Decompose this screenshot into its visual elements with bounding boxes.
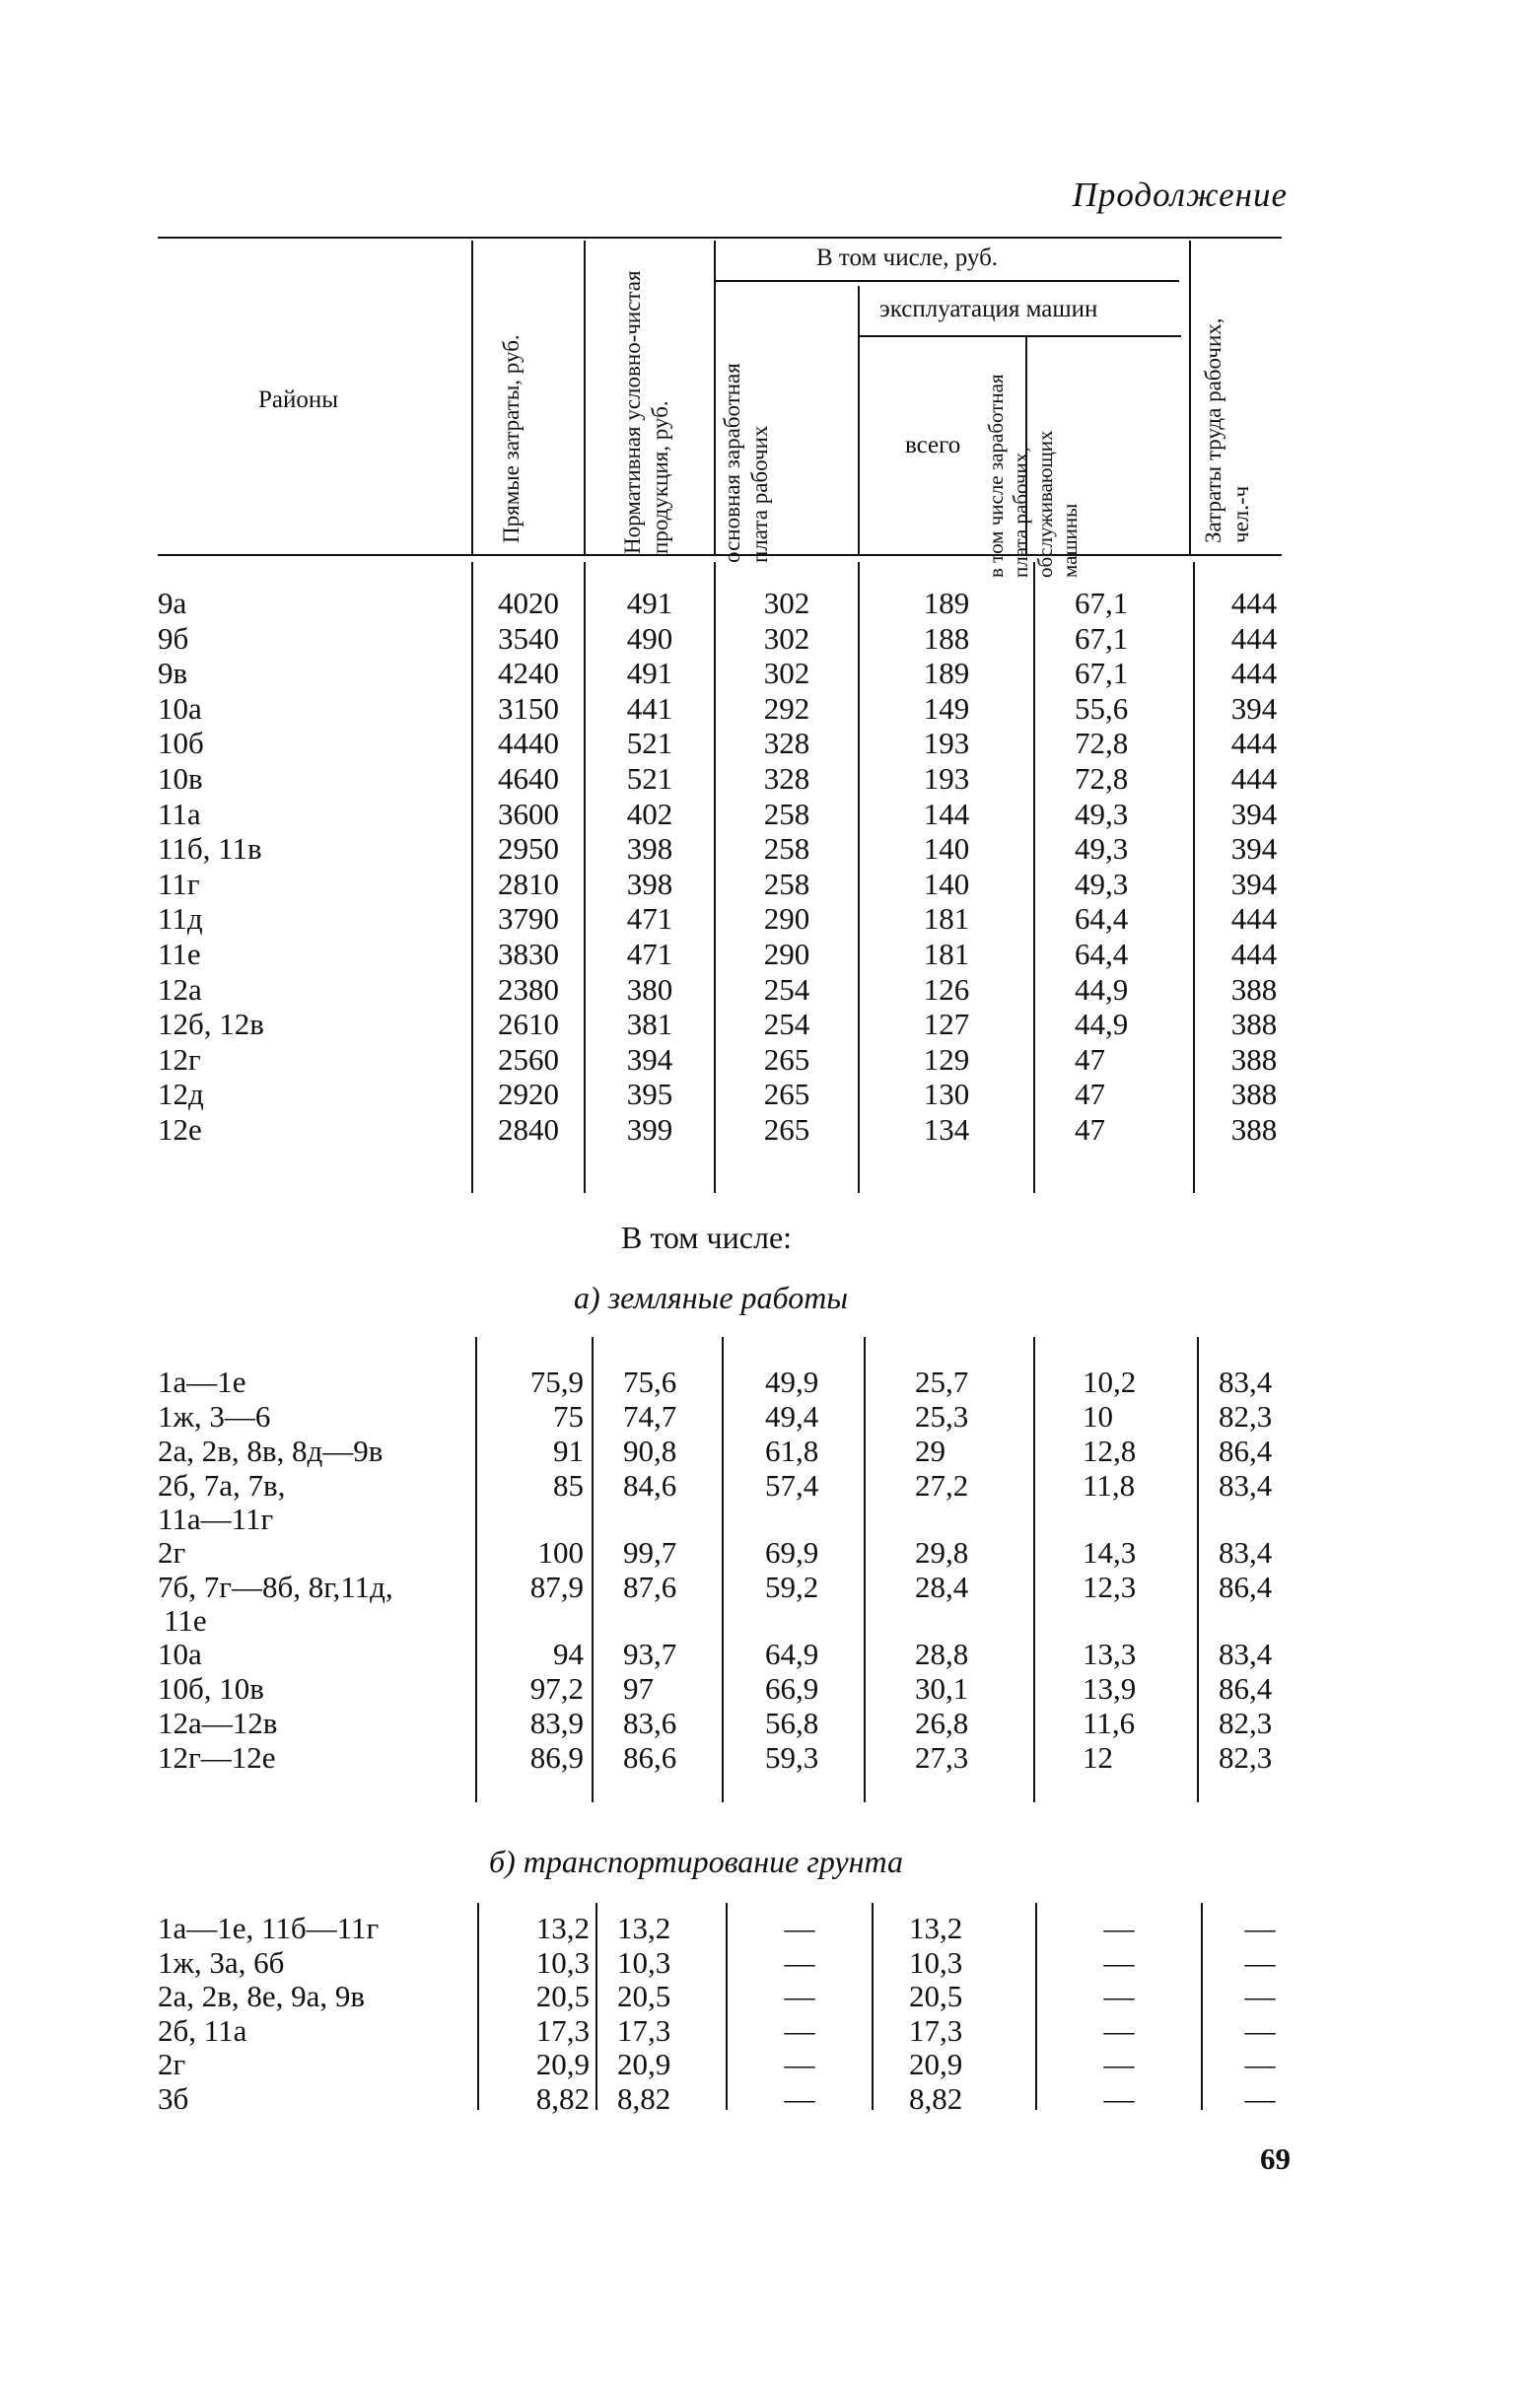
value-cell: 75,6	[623, 1365, 677, 1399]
value-cell: 26,8	[915, 1706, 969, 1740]
region-cell: 2б, 11а	[158, 2012, 247, 2048]
value-cell: 12,3	[1083, 1570, 1137, 1604]
table-top-rule	[158, 237, 1282, 239]
value-cell: 10,3	[909, 1944, 963, 1980]
value-cell: 444	[1230, 620, 1278, 656]
value-cell: 44,9	[1075, 971, 1129, 1007]
transport-divider-4	[872, 1903, 874, 2110]
value-cell: 265	[763, 1077, 810, 1112]
value-cell: 20,9	[617, 2047, 671, 2082]
region-cell: 12г—12е	[158, 1740, 276, 1775]
value-cell: 20,5	[617, 1979, 671, 2014]
value-cell: 471	[626, 937, 673, 971]
header-direct-costs: Прямые затраты, руб.	[499, 334, 524, 543]
value-cell: 75,9	[529, 1365, 584, 1399]
region-cell: 11д	[158, 901, 203, 937]
value-cell: 86,9	[529, 1740, 584, 1775]
header-including-wages-service: в том числе заработная плата рабочих, обслуживающих машины	[984, 374, 1082, 578]
value-cell: 84,6	[623, 1468, 677, 1503]
header-divider-1	[471, 241, 473, 554]
region-cell: 10в	[158, 761, 203, 796]
value-cell: 126	[923, 971, 970, 1007]
value-cell: 258	[763, 866, 810, 901]
value-cell: 66,9	[765, 1671, 819, 1706]
value-cell: 83,6	[623, 1706, 677, 1740]
value-cell: 97,2	[529, 1671, 584, 1706]
value-cell: 20,5	[909, 1979, 963, 2014]
value-cell: 254	[763, 1007, 810, 1042]
region-cell: 1ж, 3—6	[158, 1399, 271, 1434]
value-cell: 10,3	[617, 1944, 671, 1980]
value-cell: 388	[1230, 1112, 1278, 1147]
region-cell: 2б, 7а, 7в,	[158, 1468, 286, 1503]
value-cell: 99,7	[623, 1535, 677, 1570]
region-cell: 2а, 2в, 8е, 9а, 9в	[158, 1979, 366, 2014]
region-cell: 3б	[158, 2081, 189, 2116]
value-cell: 47	[1075, 1077, 1105, 1112]
value-cell: 193	[923, 761, 970, 796]
region-cell: 9б	[158, 620, 189, 656]
value-cell: 10,3	[535, 1944, 590, 1980]
value-cell: 11,6	[1083, 1706, 1136, 1740]
header-base-wages: основная заработная плата рабочих	[720, 363, 772, 563]
value-cell: 30,1	[915, 1671, 969, 1706]
value-cell: 8,82	[535, 2081, 590, 2116]
value-cell: —	[1244, 2081, 1276, 2116]
region-cell: 10б	[158, 726, 204, 761]
value-cell: —	[1244, 1911, 1276, 1945]
value-cell: 2610	[498, 1007, 559, 1042]
value-cell: 491	[626, 656, 673, 691]
value-cell: 27,3	[915, 1740, 969, 1775]
value-cell: 380	[626, 971, 673, 1007]
value-cell: 47	[1075, 1041, 1105, 1077]
value-cell: 12	[1083, 1740, 1113, 1775]
value-cell: —	[784, 1911, 815, 1945]
value-cell: 28,8	[915, 1637, 969, 1671]
value-cell: 8,82	[909, 2081, 963, 2116]
value-cell: 28,4	[915, 1570, 969, 1604]
region-cell: 1ж, 3а, 6б	[158, 1944, 285, 1980]
value-cell: 193	[923, 726, 970, 761]
value-cell: 90,8	[623, 1434, 677, 1468]
value-cell: 17,3	[535, 2012, 590, 2048]
value-cell: 61,8	[765, 1434, 819, 1468]
value-cell: 290	[763, 901, 810, 937]
value-cell: 11,8	[1083, 1468, 1136, 1503]
region-cell: 11а—11г	[158, 1502, 274, 1536]
value-cell: 64,9	[765, 1637, 819, 1671]
region-cell: 2г	[158, 2047, 186, 2082]
value-cell: —	[1244, 2047, 1276, 2082]
value-cell: 75	[553, 1399, 584, 1434]
value-cell: 64,4	[1075, 937, 1129, 971]
value-cell: 388	[1230, 1041, 1278, 1077]
value-cell: 86,4	[1219, 1570, 1273, 1604]
region-cell: 12а—12в	[158, 1706, 278, 1740]
value-cell: 49,3	[1075, 796, 1129, 831]
value-cell: 444	[1230, 901, 1278, 937]
value-cell: 64,4	[1075, 901, 1129, 937]
value-cell: 83,4	[1219, 1535, 1273, 1570]
value-cell: 290	[763, 937, 810, 971]
value-cell: 398	[626, 866, 673, 901]
value-cell: 91	[553, 1434, 584, 1468]
value-cell: 82,3	[1219, 1740, 1273, 1775]
value-cell: 2810	[498, 866, 559, 901]
value-cell: 399	[626, 1112, 673, 1147]
value-cell: 83,4	[1219, 1468, 1273, 1503]
region-cell: 9в	[158, 656, 188, 691]
value-cell: 3830	[498, 937, 559, 971]
body-divider-5	[1033, 562, 1035, 1193]
caption-earthworks: а) земляные работы	[574, 1280, 848, 1315]
value-cell: 20,5	[535, 1979, 590, 2014]
caption-including: В том числе:	[621, 1220, 793, 1255]
value-cell: 328	[763, 761, 810, 796]
value-cell: 87,9	[529, 1570, 584, 1604]
value-cell: 49,4	[765, 1399, 819, 1434]
value-cell: 444	[1230, 761, 1278, 796]
header-machine-operation: эксплуатация машин	[879, 296, 1098, 322]
value-cell: 181	[923, 937, 970, 971]
value-cell: 17,3	[617, 2012, 671, 2048]
value-cell: 13,3	[1083, 1637, 1137, 1671]
value-cell: 441	[626, 690, 673, 726]
value-cell: 44,9	[1075, 1007, 1129, 1042]
value-cell: 3540	[498, 620, 559, 656]
header-total: всего	[905, 432, 961, 458]
value-cell: 130	[923, 1077, 970, 1112]
value-cell: 86,4	[1219, 1671, 1273, 1706]
region-cell: 2а, 2в, 8в, 8д—9в	[158, 1434, 384, 1468]
value-cell: 394	[1230, 796, 1278, 831]
value-cell: 134	[923, 1112, 970, 1147]
region-cell: 10а	[158, 1637, 202, 1671]
value-cell: 402	[626, 796, 673, 831]
value-cell: —	[784, 2047, 815, 2082]
value-cell: —	[1103, 2012, 1135, 2048]
value-cell: 444	[1230, 937, 1278, 971]
value-cell: 94	[553, 1637, 584, 1671]
region-cell: 10б, 10в	[158, 1671, 264, 1706]
value-cell: 292	[763, 690, 810, 726]
value-cell: 2920	[498, 1077, 559, 1112]
value-cell: 67,1	[1075, 586, 1129, 620]
value-cell: 144	[923, 796, 970, 831]
value-cell: 93,7	[623, 1637, 677, 1671]
value-cell: 13,2	[909, 1911, 963, 1945]
value-cell: 83,4	[1219, 1637, 1273, 1671]
value-cell: —	[784, 1944, 815, 1980]
value-cell: 59,3	[765, 1740, 819, 1775]
value-cell: 72,8	[1075, 761, 1129, 796]
earthworks-divider-3	[722, 1337, 724, 1802]
region-cell: 12е	[158, 1112, 202, 1147]
machine-group-rule	[860, 335, 1181, 337]
value-cell: 388	[1230, 971, 1278, 1007]
earthworks-divider-6	[1197, 1337, 1199, 1802]
region-cell: 11б, 11в	[158, 831, 262, 867]
value-cell: 394	[1230, 690, 1278, 726]
value-cell: 189	[923, 656, 970, 691]
value-cell: 56,8	[765, 1706, 819, 1740]
transport-divider-1	[477, 1903, 479, 2110]
earthworks-divider-4	[864, 1337, 866, 1802]
value-cell: —	[1103, 1979, 1135, 2014]
value-cell: 188	[923, 620, 970, 656]
value-cell: 83,9	[529, 1706, 584, 1740]
value-cell: 100	[537, 1535, 584, 1570]
value-cell: 67,1	[1075, 656, 1129, 691]
value-cell: 4640	[498, 761, 559, 796]
value-cell: 521	[626, 761, 673, 796]
value-cell: 87,6	[623, 1570, 677, 1604]
header-normative-net-product: Нормативная условно-чистая продукция, руб.	[620, 270, 672, 554]
value-cell: —	[1103, 2047, 1135, 2082]
value-cell: 189	[923, 586, 970, 620]
value-cell: 49,3	[1075, 866, 1129, 901]
header-divider-3	[714, 241, 716, 554]
value-cell: 13,2	[535, 1911, 590, 1945]
region-cell: 10а	[158, 690, 202, 726]
value-cell: —	[1103, 2081, 1135, 2116]
value-cell: 265	[763, 1112, 810, 1147]
region-cell: 12д	[158, 1077, 204, 1112]
value-cell: 20,9	[909, 2047, 963, 2082]
value-cell: 388	[1230, 1007, 1278, 1042]
region-cell: 11г	[158, 866, 200, 901]
value-cell: 4240	[498, 656, 559, 691]
value-cell: 4440	[498, 726, 559, 761]
value-cell: 49,9	[765, 1365, 819, 1399]
value-cell: 302	[763, 620, 810, 656]
value-cell: 129	[923, 1041, 970, 1077]
value-cell: 85	[553, 1468, 584, 1503]
value-cell: 29	[915, 1434, 945, 1468]
value-cell: 258	[763, 796, 810, 831]
value-cell: 398	[626, 831, 673, 867]
value-cell: —	[1103, 1911, 1135, 1945]
value-cell: 388	[1230, 1077, 1278, 1112]
value-cell: 17,3	[909, 2012, 963, 2048]
caption-transport: б) транспортирование грунта	[489, 1844, 904, 1879]
region-cell: 12а	[158, 971, 202, 1007]
header-divider-2	[584, 241, 586, 554]
value-cell: 444	[1230, 586, 1278, 620]
value-cell: 491	[626, 586, 673, 620]
value-cell: 2840	[498, 1112, 559, 1147]
value-cell: 328	[763, 726, 810, 761]
value-cell: 254	[763, 971, 810, 1007]
value-cell: 86,4	[1219, 1434, 1273, 1468]
header-including-group: В том числе, руб.	[816, 245, 999, 271]
value-cell: 2950	[498, 831, 559, 867]
value-cell: —	[1244, 1979, 1276, 2014]
value-cell: —	[1244, 1944, 1276, 1980]
value-cell: 27,2	[915, 1468, 969, 1503]
value-cell: 47	[1075, 1112, 1105, 1147]
header-regions: Районы	[258, 386, 339, 413]
region-cell: 7б, 7г—8б, 8г,11д,	[158, 1570, 393, 1604]
value-cell: 14,3	[1083, 1535, 1137, 1570]
value-cell: 49,3	[1075, 831, 1129, 867]
region-cell: 1а—1е	[158, 1365, 246, 1399]
value-cell: 2380	[498, 971, 559, 1007]
value-cell: 394	[626, 1041, 673, 1077]
value-cell: 149	[923, 690, 970, 726]
value-cell: 394	[1230, 831, 1278, 867]
value-cell: —	[784, 2012, 815, 2048]
region-cell: 11е	[158, 937, 201, 971]
value-cell: 10	[1083, 1399, 1113, 1434]
value-cell: —	[784, 1979, 815, 2014]
value-cell: 3150	[498, 690, 559, 726]
value-cell: 3790	[498, 901, 559, 937]
region-cell: 11а	[158, 796, 201, 831]
value-cell: 140	[923, 831, 970, 867]
region-cell: 9а	[158, 586, 187, 620]
continuation-label: Продолжение	[1072, 175, 1288, 214]
value-cell: 490	[626, 620, 673, 656]
region-cell: 11е	[164, 1603, 207, 1638]
earthworks-divider-5	[1033, 1337, 1035, 1802]
value-cell: 82,3	[1219, 1706, 1273, 1740]
value-cell: —	[1103, 1944, 1135, 1980]
value-cell: 82,3	[1219, 1399, 1273, 1434]
value-cell: 83,4	[1219, 1365, 1273, 1399]
value-cell: 302	[763, 656, 810, 691]
value-cell: 13,9	[1083, 1671, 1137, 1706]
value-cell: 97	[623, 1671, 654, 1706]
value-cell: 127	[923, 1007, 970, 1042]
value-cell: 395	[626, 1077, 673, 1112]
value-cell: 8,82	[617, 2081, 671, 2116]
value-cell: 29,8	[915, 1535, 969, 1570]
header-labor-costs: Затраты труда рабочих, чел.-ч	[1201, 317, 1253, 543]
region-cell: 2г	[158, 1535, 186, 1570]
value-cell: 25,3	[915, 1399, 969, 1434]
value-cell: 20,9	[535, 2047, 590, 2082]
value-cell: 265	[763, 1041, 810, 1077]
value-cell: 302	[763, 586, 810, 620]
value-cell: 55,6	[1075, 690, 1129, 726]
region-cell: 12г	[158, 1041, 201, 1077]
value-cell: 57,4	[765, 1468, 819, 1503]
value-cell: 13,2	[617, 1911, 671, 1945]
page-number: 69	[1260, 2141, 1291, 2176]
including-group-rule	[716, 280, 1179, 282]
value-cell: 86,6	[623, 1740, 677, 1775]
value-cell: 12,8	[1083, 1434, 1137, 1468]
value-cell: 381	[626, 1007, 673, 1042]
value-cell: 3600	[498, 796, 559, 831]
value-cell: 67,1	[1075, 620, 1129, 656]
value-cell: —	[784, 2081, 815, 2116]
value-cell: 521	[626, 726, 673, 761]
value-cell: 258	[763, 831, 810, 867]
region-cell: 1а—1е, 11б—11г	[158, 1911, 380, 1945]
value-cell: 72,8	[1075, 726, 1129, 761]
value-cell: 10,2	[1083, 1365, 1137, 1399]
earthworks-divider-2	[592, 1337, 594, 1802]
value-cell: —	[1244, 2012, 1276, 2048]
value-cell: 181	[923, 901, 970, 937]
value-cell: 4020	[498, 586, 559, 620]
value-cell: 74,7	[623, 1399, 677, 1434]
value-cell: 394	[1230, 866, 1278, 901]
value-cell: 69,9	[765, 1535, 819, 1570]
value-cell: 140	[923, 866, 970, 901]
transport-divider-2	[595, 1903, 597, 2110]
value-cell: 444	[1230, 656, 1278, 691]
header-divider-4	[858, 286, 860, 554]
value-cell: 25,7	[915, 1365, 969, 1399]
value-cell: 471	[626, 901, 673, 937]
value-cell: 444	[1230, 726, 1278, 761]
region-cell: 12б, 12в	[158, 1007, 264, 1042]
value-cell: 59,2	[765, 1570, 819, 1604]
value-cell: 2560	[498, 1041, 559, 1077]
header-divider-6	[1189, 241, 1191, 554]
